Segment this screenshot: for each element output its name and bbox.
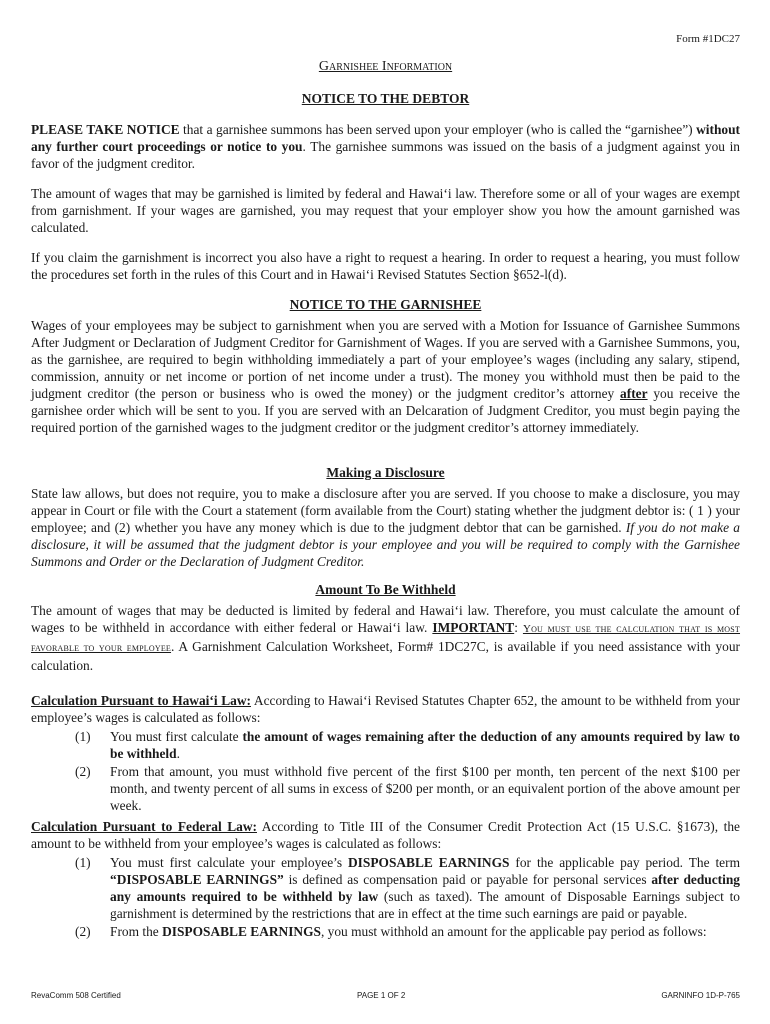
document-title: Garnishee Information: [318, 59, 453, 74]
federal-calculation-intro: Calculation Pursuant to Federal Law: According to Title III of the Consumer Credit Protection Act (15 U.S.C. §1673), the amount to be withheld from your employee’s wages is calculated as follows:: [31, 819, 740, 851]
debtor-heading: NOTICE TO THE DEBTOR: [301, 91, 470, 106]
disclosure-heading: Making a Disclosure: [326, 465, 445, 480]
federal-calculation-list: [31, 854, 740, 940]
list-item: (2) From that amount, you must withhold five percent of the first $100 per month, ten percent of the next $100 per month, and twenty percent of all sums in excess of $200 per month, or an equivalent portion of the above amount per week.: [75, 764, 740, 813]
list-item: (1) You must first calculate your employee’s DISPOSABLE EARNINGS for the applicable pay period. The term “DISPOSABLE EARNINGS” is defined as compensation paid or payable for personal services after deducting any amounts required to be withheld by law (such as taxed). The amount of Disposable Earnings subject to garnishment is determined by the restrictions that are in effect at the time such earnings are paid or payable.: [75, 855, 740, 921]
footer-certification: RevaComm 508 Certified: [31, 991, 121, 1000]
debtor-paragraph-2: The amount of wages that may be garnished is limited by federal and Hawai‘i law. Therefore some or all of your wages are exempt from garnishment. If your wages are garnished, you may request that your employer show you how the amount garnished was calculated.: [31, 186, 740, 235]
list-item: (1) You must first calculate the amount of wages remaining after the deduction of any amounts required by law to be withheld.: [75, 729, 740, 761]
withheld-heading: Amount To Be Withheld: [315, 582, 456, 597]
garnishee-heading: NOTICE TO THE GARNISHEE: [289, 297, 482, 312]
list-item: (2) From the DISPOSABLE EARNINGS, you must withhold an amount for the applicable pay period as follows:: [75, 924, 707, 939]
hawaii-calculation-list: [31, 728, 740, 814]
withheld-paragraph: The amount of wages that may be deducted is limited by federal and Hawai‘i law. Therefore, you must calculate the amount of wages to be withheld in accordance with either federal or Hawai‘i law. IMPORTANT: You must use the calculation that is most favorable to your employee. A Garnishment Calculation Worksheet, Form# 1DC27C, is available if you need assistance with your calculation.: [31, 603, 741, 673]
garnishee-paragraph: Wages of your employees may be subject to garnishment when you are served with a Motion for Issuance of Garnishee Summons After Judgment or Declaration of Judgment Creditor for Garnishment of Wages. If you are served with a Garnishee Summons, you, as the garnishee, are required to begin withholding immediately a part of your employee’s wages (including any salary, stipend, commission, annuity or net income or portion of net income under a trust). The money you withhold must then be paid to the judgment creditor (the person or business who is owed the money) or the judgment creditor’s attorney after you receive the garnishee order which will be sent to you. If you are served with an Delcaration of Judgment Creditor, you must begin paying the required portion of the garnished wages to the judgment creditor or the judgment creditor’s attorney immediately.: [31, 318, 740, 435]
footer-page-number: PAGE 1 OF 2: [357, 991, 406, 1000]
debtor-paragraph-3: If you claim the garnishment is incorrect you also have a right to request a hearing. In order to request a hearing, you must follow the procedures set forth in the rules of this Court and in Hawai‘i Revised Statutes Section §652-l(d).: [31, 250, 740, 282]
form-number: Form #1DC27: [676, 33, 740, 45]
hawaii-calculation-intro: Calculation Pursuant to Hawai‘i Law: According to Hawai‘i Revised Statutes Chapter 652, the amount to be withheld from your employee’s wages is calculated as follows:: [31, 693, 740, 725]
disclosure-paragraph: State law allows, but does not require, you to make a disclosure after you are served. If you choose to make a disclosure, you may appear in Court or file with the Court a statement (form available from the Court) stating whether the judgment debtor is: ( 1 ) your employee; and (2) whether you have any money which is due to the judgment debtor that can be garnished. If you do not make a disclosure, it will be assumed that the judgment debtor is your employee and you will be required to comply with the Garnishee Summons and Order or the Declaration of Judgment Creditor.: [31, 486, 740, 569]
footer-form-code: GARNINFO 1D-P-765: [661, 991, 740, 1000]
debtor-paragraph-1: PLEASE TAKE NOTICE that a garnishee summons has been served upon your employer (who is called the “garnishee”) without any further court proceedings or notice to you. The garnishee summons was issued on the basis of a judgment against you in favor of the judgment creditor.: [31, 122, 740, 171]
